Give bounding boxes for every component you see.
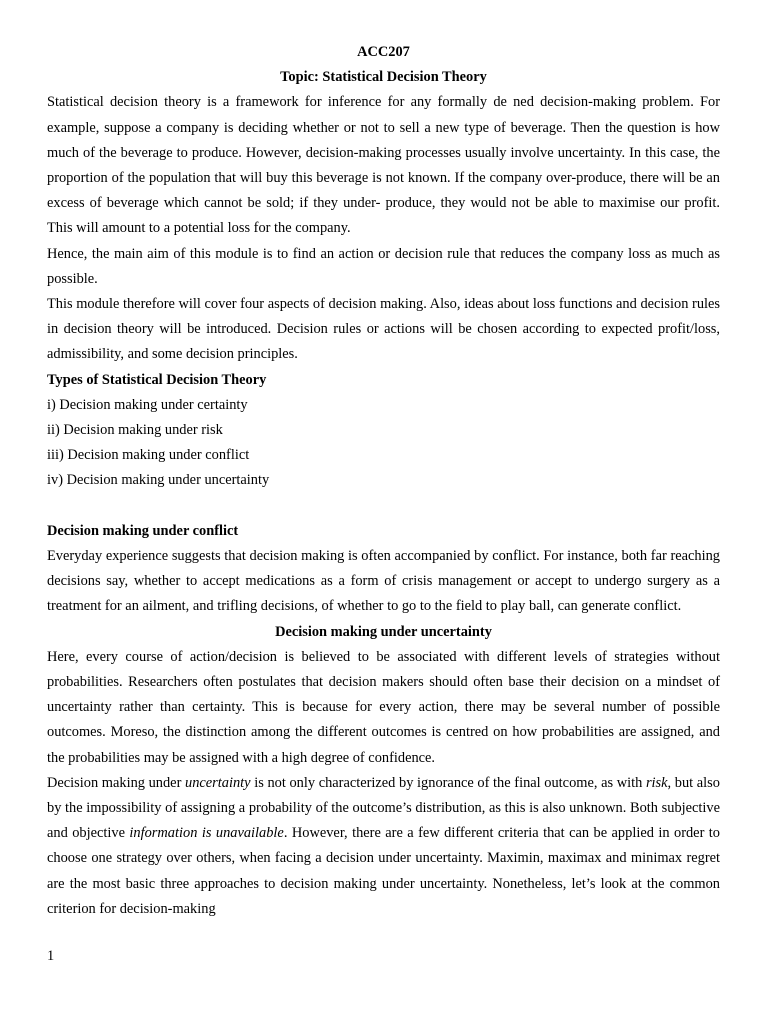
page-number: 1 (47, 948, 55, 964)
uncertainty-text-2: is not only characterized by ignorance of the final outcome, as with (250, 774, 646, 791)
conflict-heading: Decision making under conflict (47, 522, 239, 539)
uncertainty-text-3: , but also by the impossibility of assigning a probability of the outcome’s distribution, as this is also unknown. Both subjective and objective (47, 774, 720, 842)
uncertainty-em-3: information is unavailable (129, 825, 284, 842)
types-list-item-2: ii) Decision making under risk (47, 422, 223, 439)
course-code: ACC207 (357, 44, 410, 60)
types-list-item-1: i) Decision making under certainty (47, 396, 248, 413)
uncertainty-text-1: Decision making under (47, 774, 186, 791)
document-page (47, 40, 720, 922)
uncertainty-em-1: uncertainty (185, 774, 251, 791)
topic-title: Topic: Statistical Decision Theory (280, 69, 487, 86)
uncertainty-heading: Decision making under uncertainty (275, 623, 492, 640)
types-heading: Types of Statistical Decision Theory (47, 371, 267, 388)
types-list-item-4: iv) Decision making under uncertainty (47, 472, 270, 489)
uncertainty-paragraph-1: Here, every course of action/decision is believed to be associated with different levels of strategies without probabilities. Researchers often postulates that decision makers should often base their decision on a mindset of uncertainty rather than certainty. This is because for every action, there may be several number of possible outcomes. Moreso, the distinction among the different outcomes is centred on how probabilities are assigned, and the probabilities may be assigned with a high degree of confidence. (47, 648, 720, 766)
intro-paragraph-3: This module therefore will cover four aspects of decision making. Also, ideas about loss functions and decision rules in decision theory will be introduced. Decision rules or actions will be chosen according to expected profit/loss, admissibility, and some decision principles. (47, 296, 720, 363)
spacer (47, 494, 720, 519)
types-list-item-3: iii) Decision making under conflict (47, 447, 250, 464)
uncertainty-paragraph-2 (47, 771, 720, 922)
conflict-paragraph: Everyday experience suggests that decision making is often accompanied by conflict. For instance, both far reaching decisions say, whether to accept medications as a form of crisis management or accept to undergo surgery as a treatment for an ailment, and trifling decisions, of whether to go to the field to play ball, can generate conflict. (47, 548, 720, 615)
uncertainty-text-4: . However, there are a few different criteria that can be applied in order to choose one strategy over others, when facing a decision under uncertainty. Maximin, maximax and minimax regret are the most basic three approaches to decision making under uncertainty. Nonetheless, let’s look at the common criterion for decision-making (47, 825, 720, 917)
intro-paragraph-1: Statistical decision theory is a framework for inference for any formally de ned decision-making problem. For example, suppose a company is deciding whether or not to sell a new type of beverage. Then the question is how much of the beverage to produce. However, decision-making processes usually involve uncertainty. In this case, the proportion of the population that will buy this beverage is not known. If the company over-produce, there will be an excess of beverage which cannot be sold; if they under- produce, they would not be able to maximise our profit. This will amount to a potential loss for the company. (47, 94, 720, 237)
intro-paragraph-2: Hence, the main aim of this module is to find an action or decision rule that reduces the company loss as much as possible. (47, 245, 720, 287)
uncertainty-em-2: risk (645, 774, 668, 791)
